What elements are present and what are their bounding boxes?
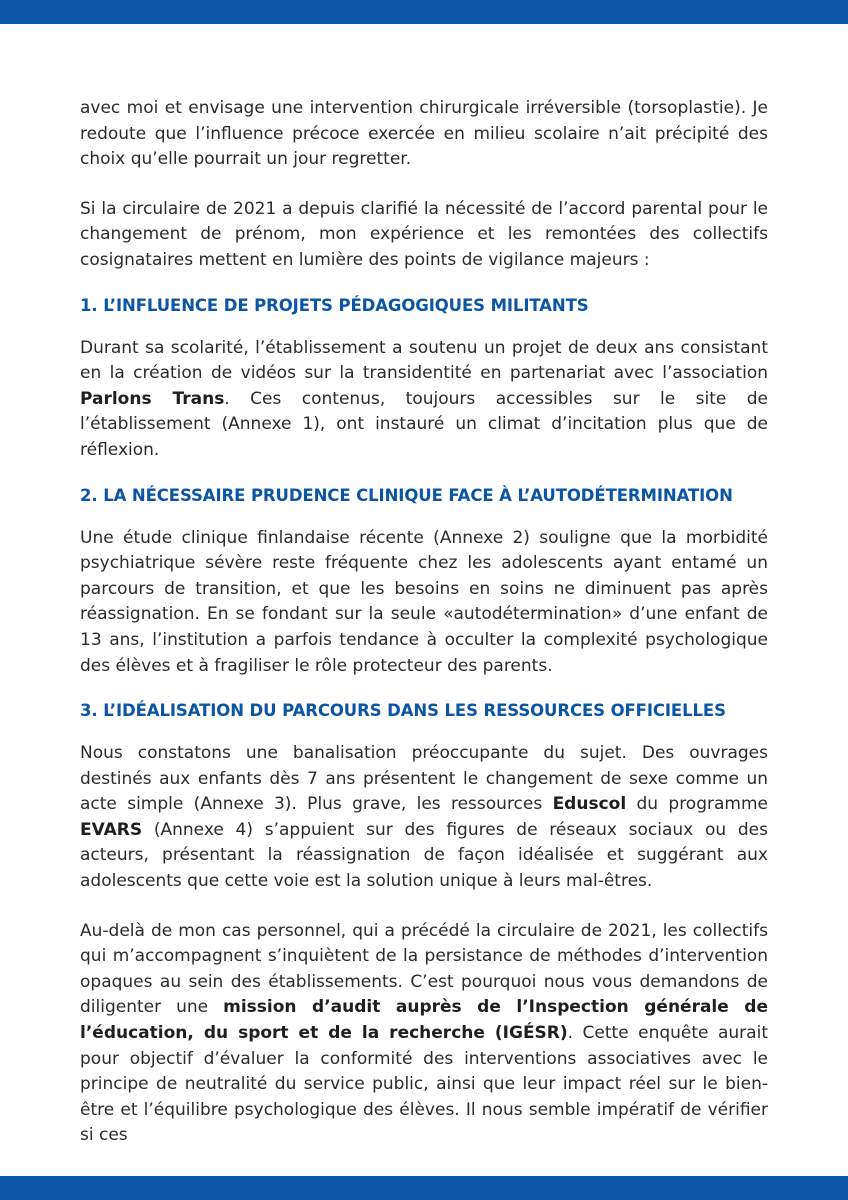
section-1-text-a: Durant sa scolarité, l’établissement a soutenu un projet de deux ans consistant en la création de vidéos sur la transidentité en partenariat avec l’association xyxy=(80,337,768,384)
section-3-paragraph xyxy=(80,741,768,895)
section-2-heading: 2. LA NÉCESSAIRE PRUDENCE CLINIQUE FACE À L’AUTODÉTERMINATION xyxy=(80,485,733,505)
document-body xyxy=(80,96,768,1149)
section-3-text-a: Nous constatons une banalisation préoccupante du sujet. Des ouvrages destinés aux enfants dès 7 ans présentent le changement de sexe comme un acte simple (Annexe 3). Plus grave, les ressources xyxy=(80,743,768,815)
closing-paragraph xyxy=(80,919,768,1149)
section-3-text-b: du programme xyxy=(626,794,768,815)
closing-text-b: . Cette enquête aurait pour objectif d’évaluer la conformité des interventions associatives avec le principe de neutralité du service public, ainsi que leur impact réel sur le bien-être et l’équilibre psychologique des élèves. Il nous semble impératif de vérifier si ces xyxy=(80,1023,768,1146)
closing-text-a: Au-delà de mon cas personnel, qui a précédé la circulaire de 2021, les collectifs qui m’accompagnent s’inquiètent de la persistance de méthodes d’intervention opaques au sein des établissements. C’est pourquoi nous vous demandons de diligenter une xyxy=(80,920,768,1018)
paragraph-intro: avec moi et envisage une intervention chirurgicale irréversible (torsoplastie). Je redoute que l’influence précoce exercée en milieu scolaire n’ait précipité des choix qu’elle pourrait un jour regretter. xyxy=(80,98,768,170)
section-3-bold-eduscol: Eduscol xyxy=(552,794,627,815)
section-3-bold-evars: EVARS xyxy=(80,819,143,840)
section-3-heading: 3. L’IDÉALISATION DU PARCOURS DANS LES RESSOURCES OFFICIELLES xyxy=(80,701,726,721)
section-2-paragraph: Une étude clinique finlandaise récente (Annexe 2) souligne que la morbidité psychiatrique sévère reste fréquente chez les adolescents ayant entamé un parcours de transition, et que les besoins en soins ne diminuent pas après réassignation. En se fondant sur la seule «autodétermination» d’une enfant de 13 ans, l’institution a parfois tendance à occulter la complexité psychologique des élèves et à fragiliser le rôle protecteur des parents. xyxy=(80,527,768,676)
section-1-text-b: . Ces contenus, toujours accessibles sur le site de l’établissement (Annexe 1), ont instauré un climat d’incitation plus que de réflexion. xyxy=(80,388,768,460)
footer-band xyxy=(0,1176,848,1200)
paragraph-circulaire: Si la circulaire de 2021 a depuis clarifié la nécessité de l’accord parental pour le changement de prénom, mon expérience et les remontées des collectifs cosignataires mettent en lumière des points de vigilance majeurs : xyxy=(80,198,768,270)
closing-bold-audit: mission d’audit auprès de l’Inspection générale de l’éducation, du sport et de la recherche (IGÉSR) xyxy=(80,997,769,1044)
section-1-heading: 1. L’INFLUENCE DE PROJETS PÉDAGOGIQUES MILITANTS xyxy=(80,295,589,315)
section-1-bold-association: Parlons Trans xyxy=(80,388,225,409)
section-1-paragraph xyxy=(80,336,768,464)
section-3-text-c: (Annexe 4) s’appuient sur des figures de réseaux sociaux ou des acteurs, présentant la réassignation de façon idéalisée et suggérant aux adolescents que cette voie est la solution unique à leurs mal-êtres. xyxy=(80,819,768,892)
header-band xyxy=(0,0,848,24)
